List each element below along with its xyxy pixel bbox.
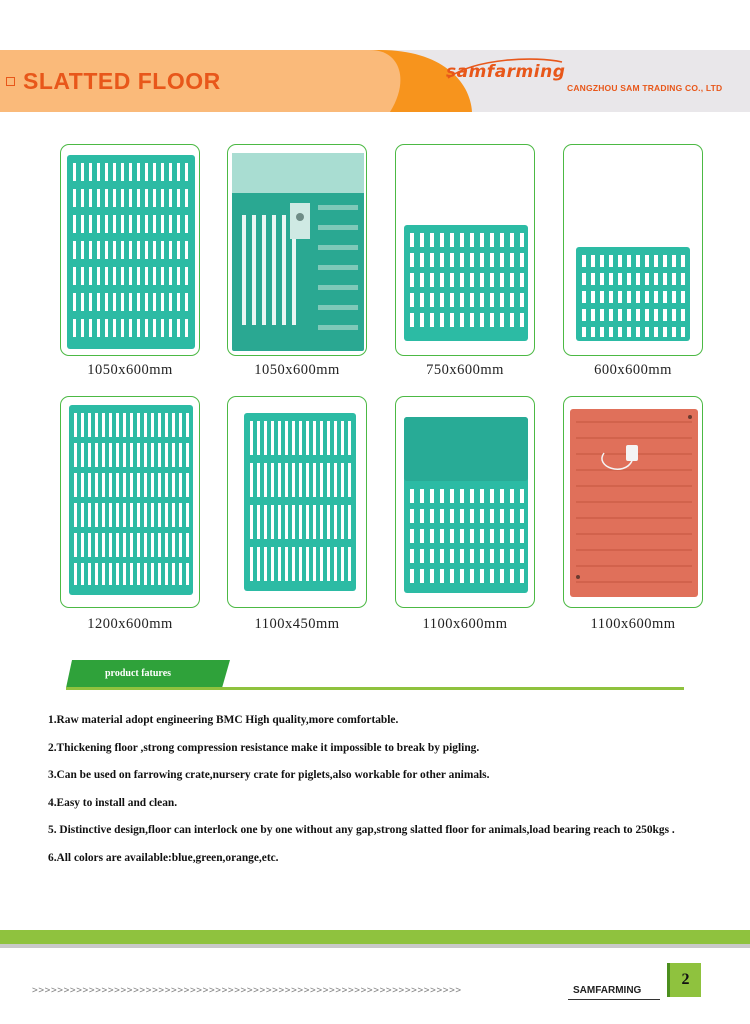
product-size: 1050x600mm <box>254 362 340 378</box>
heating-plate-image <box>564 397 703 608</box>
feature-item: 4.Easy to install and clean. <box>48 796 178 809</box>
product-item <box>227 144 367 378</box>
product-card <box>227 396 367 608</box>
footer-band <box>0 930 750 944</box>
slatted-floor-half-solid-image <box>396 397 535 608</box>
slatted-floor-image <box>61 397 200 608</box>
features-heading: product fatures <box>105 668 172 679</box>
product-card <box>395 144 535 356</box>
product-size: 1050x600mm <box>87 362 173 378</box>
product-size: 1100x450mm <box>254 616 340 632</box>
slatted-floor-image <box>228 397 367 608</box>
feature-item: 5. Distinctive design,floor can interlock one by one without any gap,strong slatted floor for animals,load bearing reach to 250kgs . <box>48 824 675 837</box>
company-name: CANGZHOU SAM TRADING CO., LTD <box>567 83 723 93</box>
page-title-group <box>6 68 221 95</box>
page-header <box>0 50 750 112</box>
features-list <box>48 711 738 877</box>
feature-item: 2.Thickening floor ,strong compression resistance make it impossible to break by pigling. <box>48 741 480 754</box>
footer-divider <box>0 944 750 948</box>
page-title: SLATTED FLOOR <box>23 68 221 94</box>
product-size: 750x600mm <box>426 362 504 378</box>
slatted-floor-image <box>61 145 200 356</box>
product-card <box>563 396 703 608</box>
product-size: 1100x600mm <box>590 616 676 632</box>
product-size: 600x600mm <box>594 362 672 378</box>
feature-item: 3.Can be used on farrowing crate,nursery crate for piglets,also workable for other animals. <box>48 769 490 782</box>
product-card <box>395 396 535 608</box>
slatted-floor-closeup-image <box>228 145 367 356</box>
product-size: 1200x600mm <box>87 616 173 632</box>
product-item <box>60 144 200 378</box>
footer-underline <box>568 999 660 1000</box>
slatted-floor-image <box>396 145 535 356</box>
page-number: 2 <box>667 963 701 997</box>
product-item <box>395 396 535 632</box>
product-item <box>395 144 535 378</box>
product-item <box>563 396 703 632</box>
product-card <box>60 144 200 356</box>
footer-arrows: >>>>>>>>>>>>>>>>>>>>>>>>>>>>>>>>>>>>>>>>>>>>>>>>>>>>>>>>>>>>>>>>>>>> <box>32 985 462 996</box>
square-bullet-icon <box>6 77 15 86</box>
feature-item: 6.All colors are available:blue,green,orange,etc. <box>48 851 279 864</box>
product-item <box>60 396 200 632</box>
product-card <box>563 144 703 356</box>
product-card <box>227 144 367 356</box>
slatted-floor-image <box>564 145 703 356</box>
product-item <box>227 396 367 632</box>
footer-brand: SAMFARMING <box>573 985 642 996</box>
feature-item: 1.Raw material adopt engineering BMC High quality,more comfortable. <box>48 714 399 726</box>
brand-logo: samfarming <box>446 62 566 82</box>
product-item <box>563 144 703 378</box>
product-size: 1100x600mm <box>422 616 508 632</box>
product-card <box>60 396 200 608</box>
